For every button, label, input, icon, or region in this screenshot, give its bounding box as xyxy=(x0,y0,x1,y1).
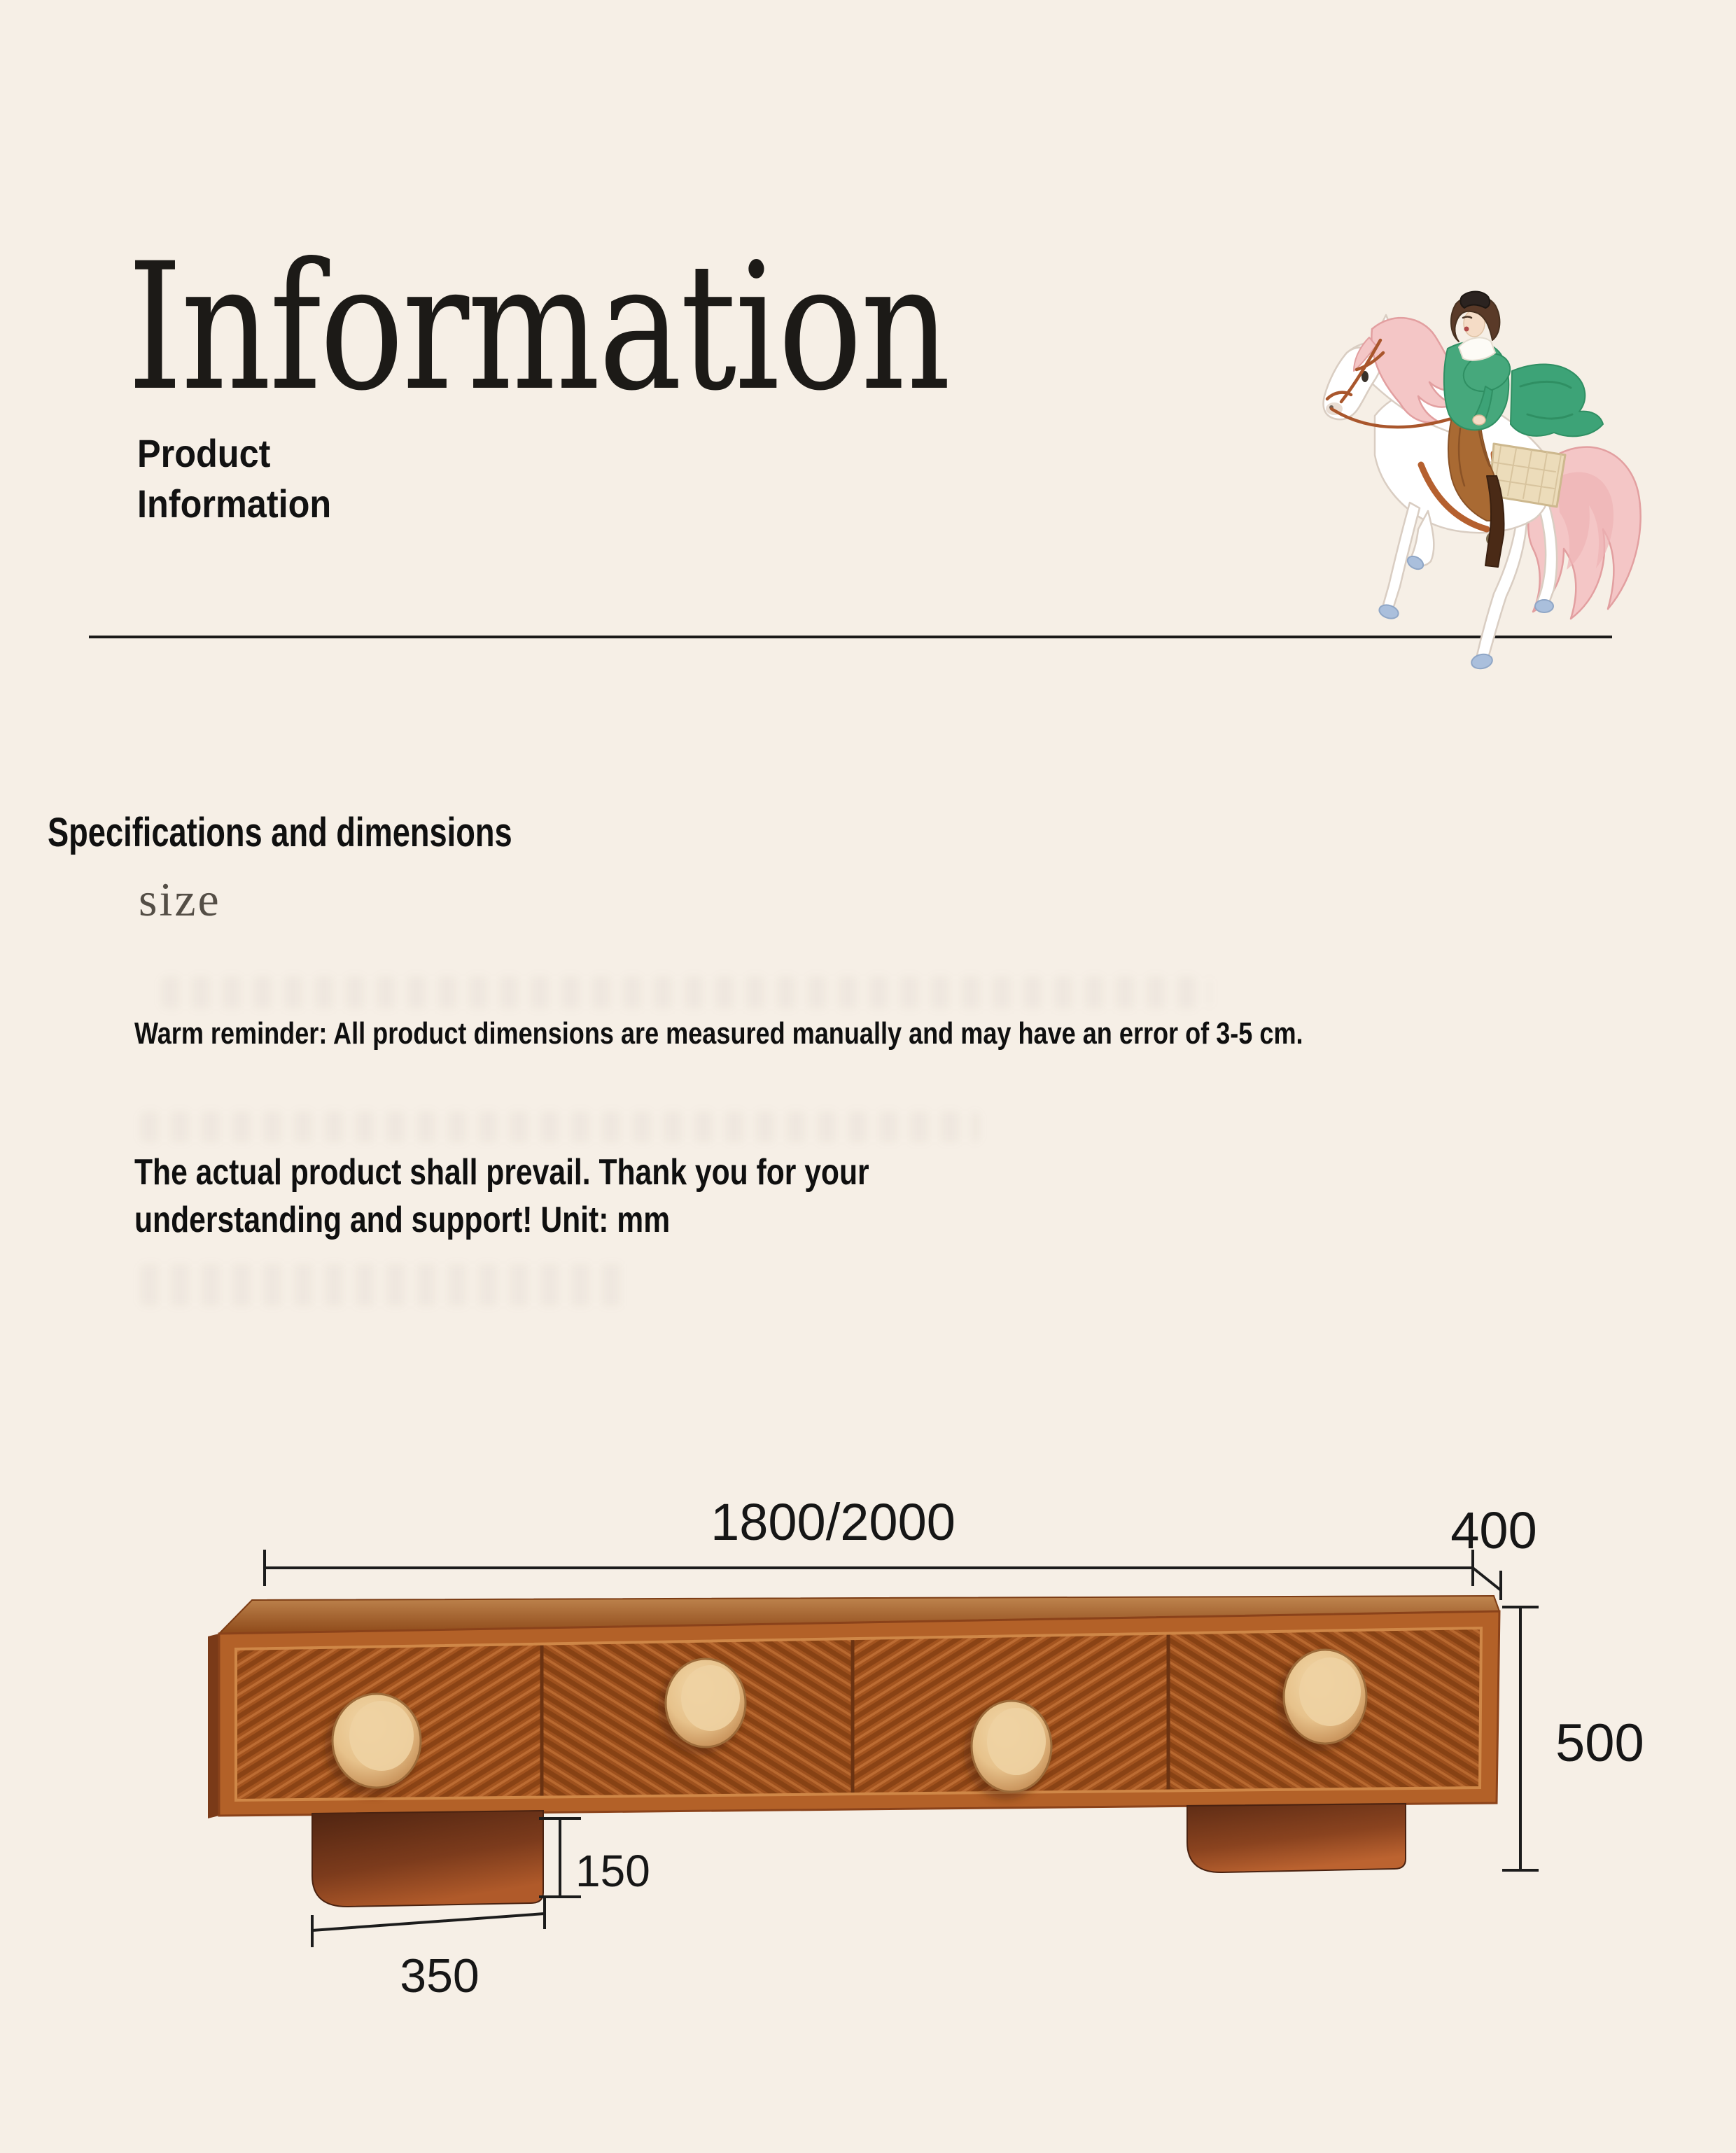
height-dimension-label: 500 xyxy=(1555,1713,1644,1773)
cabinet-left-side xyxy=(208,1634,219,1818)
cabinet xyxy=(208,1596,1499,1907)
rider-hat xyxy=(1460,292,1490,309)
warm-reminder-text: Warm reminder: All product dimensions are measured manually and may have an error of 3-5 cm. xyxy=(134,1016,1303,1051)
page-subtitle xyxy=(137,428,331,528)
size-label: size xyxy=(139,873,221,926)
rider-flowing-blouse xyxy=(1511,364,1603,436)
depth-dimension-label: 400 xyxy=(1450,1501,1537,1559)
knob-4-face xyxy=(1299,1657,1361,1726)
knob-3-face xyxy=(987,1708,1046,1775)
rider-lace-collar xyxy=(1459,337,1495,360)
page-title: Information xyxy=(127,225,949,429)
horse-hoof xyxy=(1470,652,1494,671)
horse-hoof xyxy=(1535,600,1553,612)
ghost-text-smudge xyxy=(161,976,1211,1009)
specs-heading: Specifications and dimensions xyxy=(48,810,512,855)
note-text xyxy=(134,1149,869,1244)
leg-height-dimension-label: 150 xyxy=(575,1846,650,1896)
woman-riding-horse-art xyxy=(1310,288,1667,708)
leg-height-dimension-line xyxy=(539,1818,581,1897)
tv-cabinet-diagram xyxy=(0,1432,1736,2153)
cabinet-right-leg xyxy=(1187,1804,1406,1872)
subtitle-line-1: Product xyxy=(137,431,271,475)
cabinet-left-leg xyxy=(312,1811,543,1907)
knob-1-face xyxy=(349,1701,414,1771)
rider-hand xyxy=(1473,415,1485,425)
width-dimension-line xyxy=(265,1550,1501,1600)
dimension-diagram xyxy=(0,1432,1736,2153)
height-dimension-line xyxy=(1502,1607,1539,1870)
knob-2-face xyxy=(681,1665,740,1731)
horse-hoof xyxy=(1378,603,1400,621)
leg-width-dimension-label: 350 xyxy=(400,1949,479,2003)
rider-lips xyxy=(1464,327,1469,332)
horse-rider-illustration xyxy=(1310,288,1667,708)
ghost-text-smudge xyxy=(140,1264,630,1306)
width-dimension-label: 1800/2000 xyxy=(710,1493,955,1551)
note-line-2: understanding and support! Unit: mm xyxy=(134,1199,671,1240)
note-line-1: The actual product shall prevail. Thank you for your xyxy=(134,1152,869,1193)
ghost-text-smudge xyxy=(140,1111,980,1142)
subtitle-line-2: Information xyxy=(137,481,332,526)
